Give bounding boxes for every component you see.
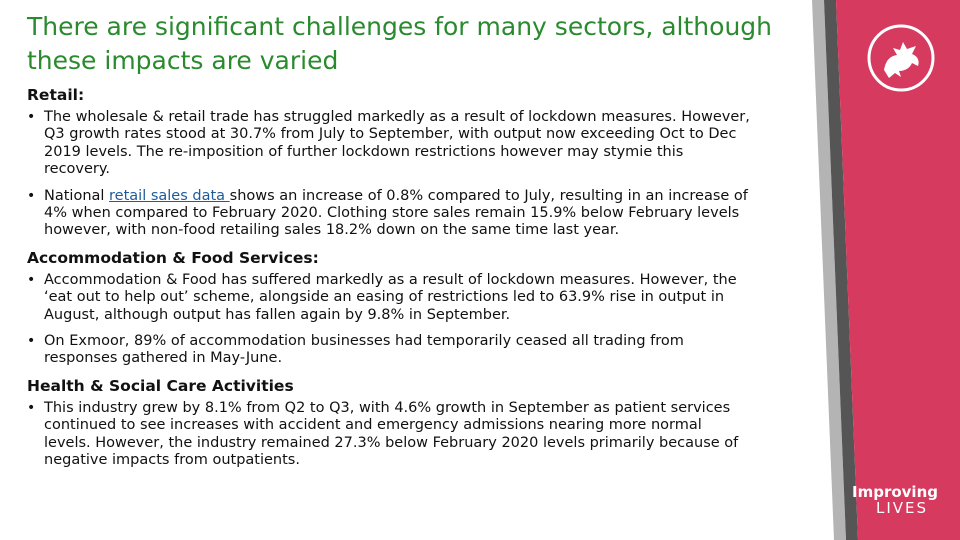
- list-item: [27, 400, 752, 470]
- section-retail: [27, 86, 752, 240]
- bullet-text: The wholesale & retail trade has struggled markedly as a result of lockdown measures. However, Q3 growth rates stood at 30.7% from July to September, with output now exceeding Oct to Dec 2019 levels. The re-imposition of further lockdown restrictions however may stymie this recovery.: [44, 109, 750, 178]
- section-heading: Retail:: [27, 86, 85, 104]
- list-item: [27, 333, 752, 368]
- brand-line-2: LIVES: [876, 499, 929, 517]
- retail-sales-data-link[interactable]: retail sales data: [109, 187, 230, 204]
- section-accommodation: [27, 249, 752, 368]
- bullet-marker: •: [27, 399, 36, 416]
- list-item: [27, 109, 752, 179]
- bullet-marker: •: [27, 187, 36, 204]
- section-heading: Accommodation & Food Services:: [27, 248, 319, 267]
- main-content: [27, 86, 752, 479]
- bullet-text-pre: National: [44, 187, 110, 204]
- brand-sidebar: [800, 0, 960, 540]
- bullet-list: [27, 272, 752, 368]
- bullet-text: On Exmoor, 89% of accommodation businesses had temporarily ceased all trading from responses gathered in May-June.: [44, 333, 684, 367]
- brand-line-1: Improving: [852, 483, 938, 501]
- list-item: [27, 188, 752, 240]
- section-health: [27, 377, 752, 470]
- bullet-list: [27, 400, 752, 470]
- bullet-text: This industry grew by 8.1% from Q2 to Q3, with 4.6% growth in September as patient services continued to see increases with accident and emergency admissions nearing more normal levels. However, the industry remained 27.3% below February 2020 levels primarily because of negative impacts from outpatients.: [44, 399, 739, 469]
- bullet-marker: •: [27, 109, 36, 125]
- bullet-text: Accommodation & Food has suffered markedly as a result of lockdown measures. However, the ‘eat out to help out’ scheme, alongside an easing of restrictions led to 63.9% rise in output in August, although output has fallen again by 9.8% in September.: [44, 271, 737, 323]
- bullet-list: [27, 109, 752, 240]
- list-item: [27, 272, 752, 324]
- page-title: There are significant challenges for many sectors, although these impacts are varied: [27, 12, 773, 75]
- bullet-marker: •: [27, 271, 36, 288]
- bullet-text-post: shows an increase of 0.8% compared to July, resulting in an increase of 4% when compared to February 2020. Clothing store sales remain 15.9% below February levels however, with non-food retailing sales 18.2% down on the same time last year.: [44, 187, 748, 239]
- section-heading: Health & Social Care Activities: [27, 376, 294, 395]
- bullet-marker: •: [27, 333, 36, 350]
- improving-lives-logo: [852, 484, 938, 516]
